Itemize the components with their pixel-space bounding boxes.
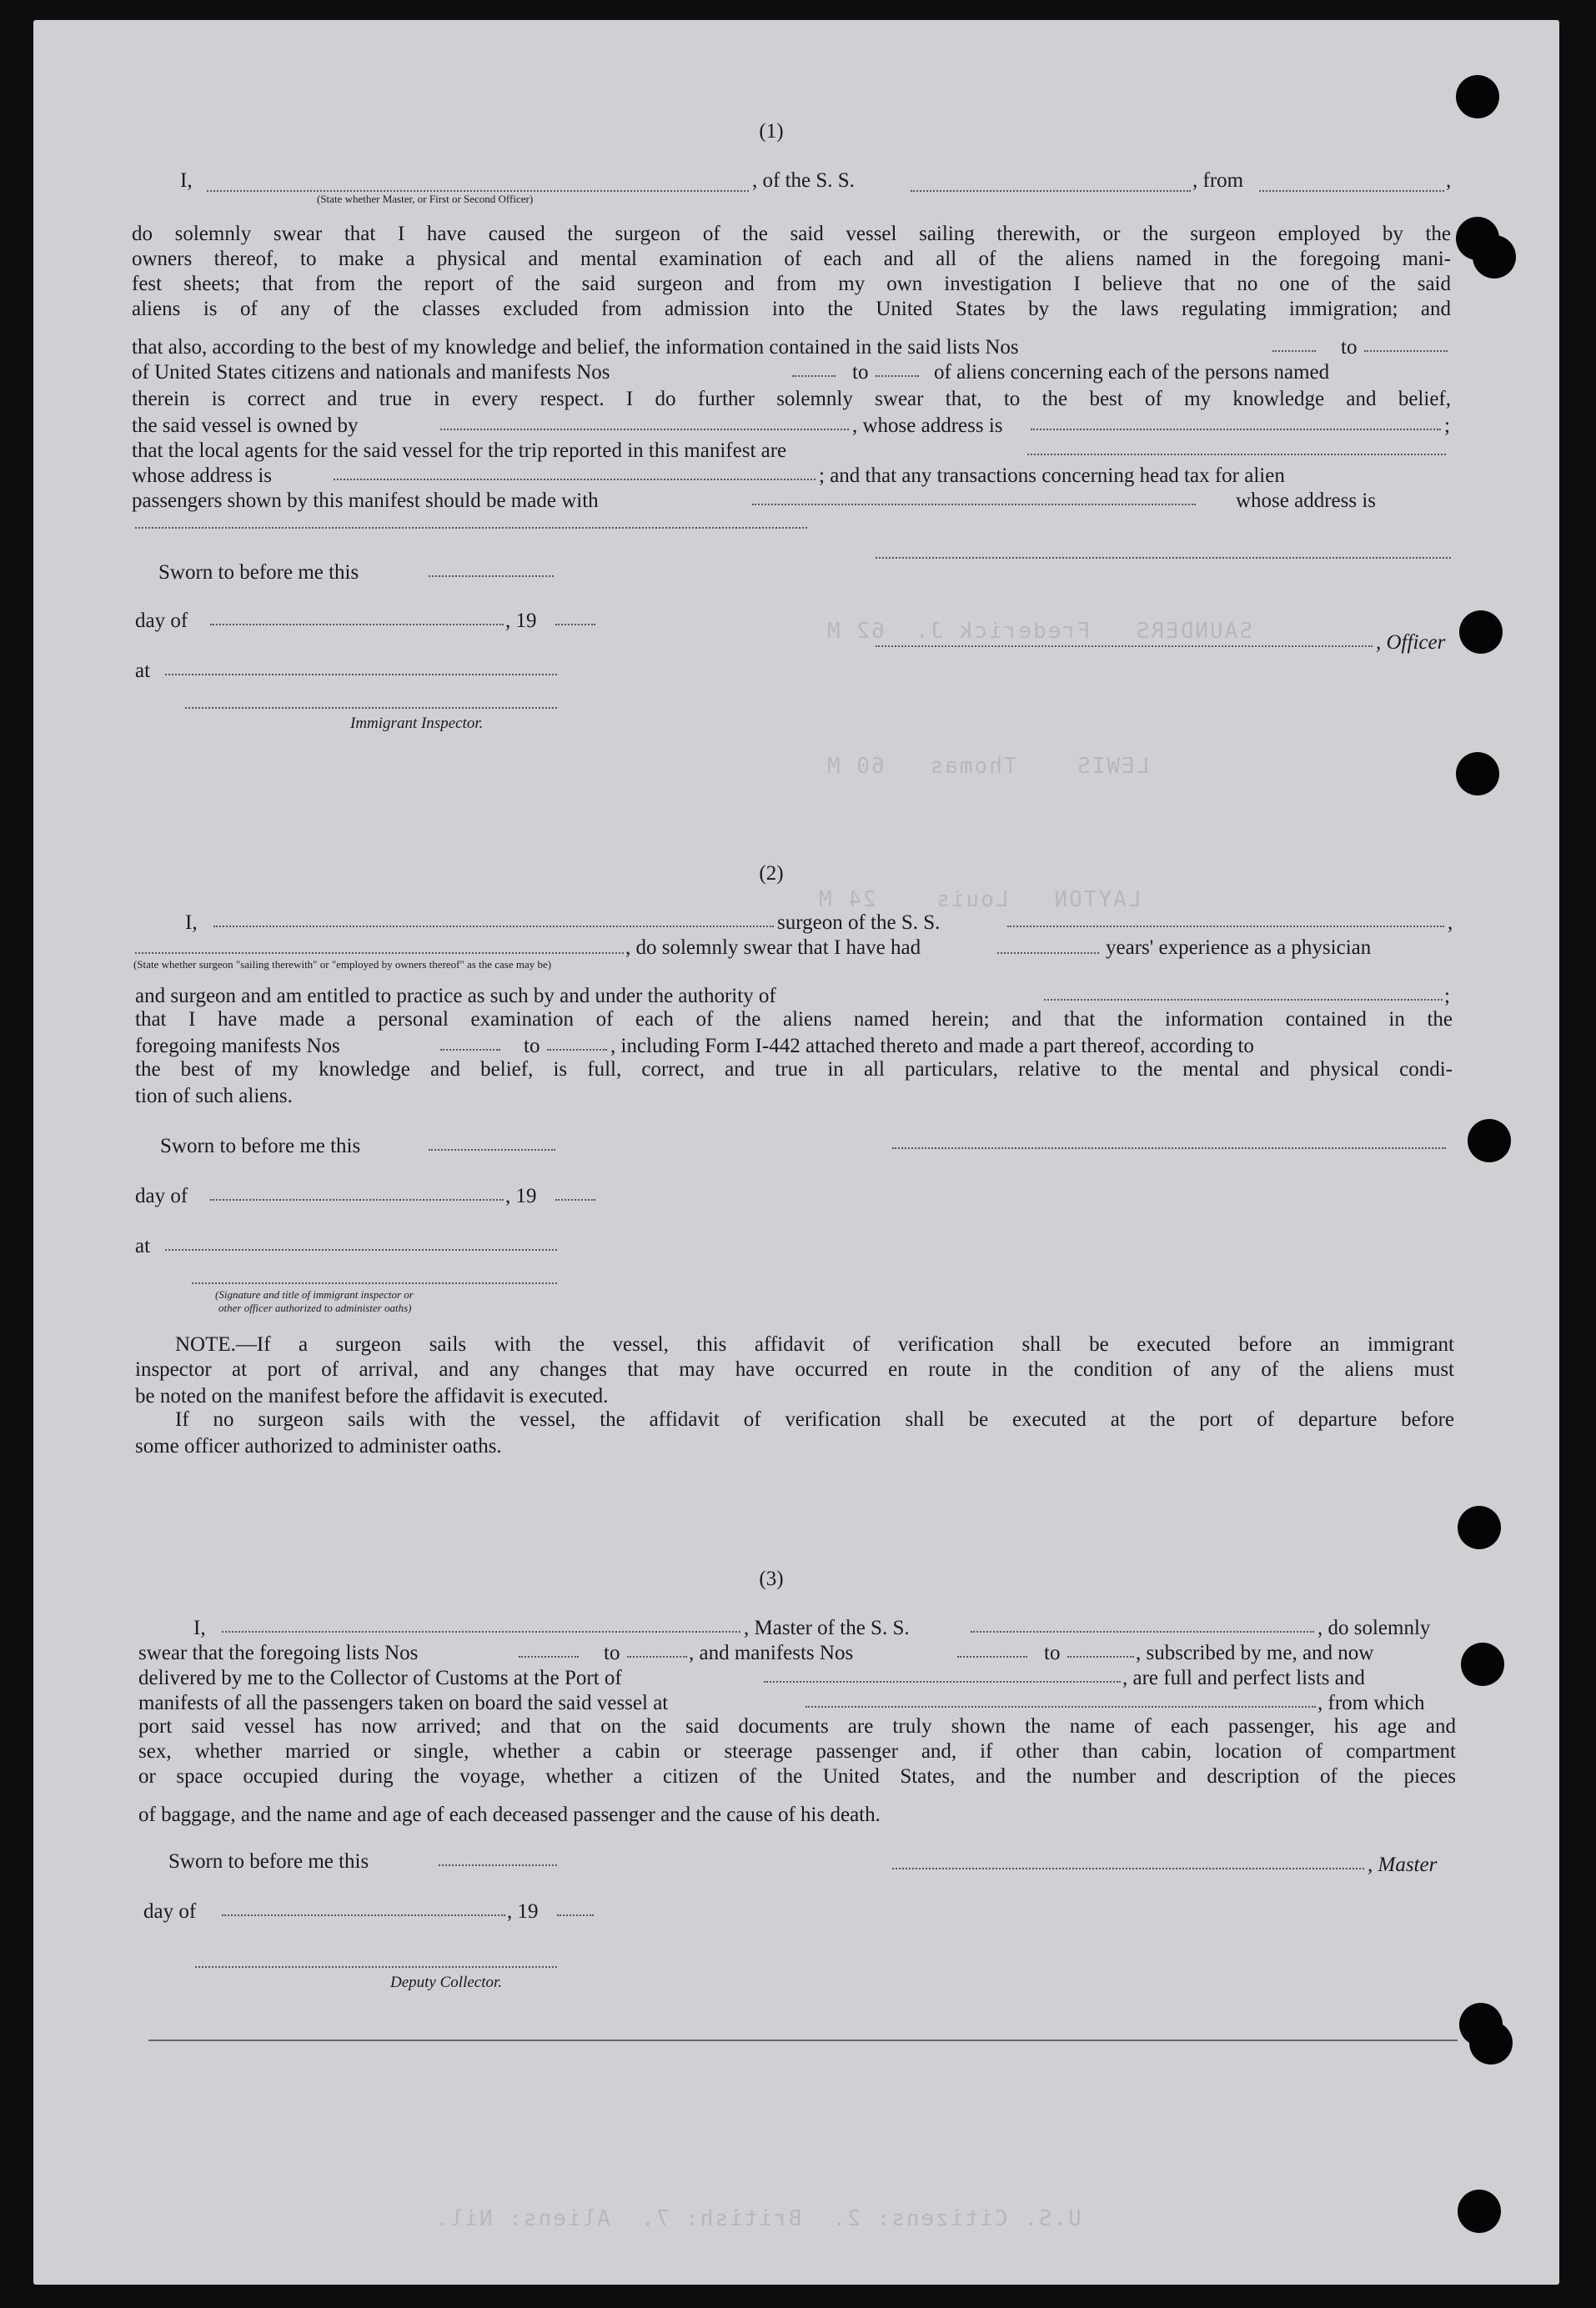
sec1-vessel-name-field[interactable] (911, 190, 1191, 192)
sec1-label-i: I, (180, 169, 193, 192)
sec1-officer-label: , Officer (1376, 631, 1446, 654)
sec2-text: to (524, 1035, 540, 1057)
punch-hole (1458, 1506, 1501, 1549)
sec2-month-field[interactable] (210, 1199, 504, 1201)
sec3-text: , do solemnly (1317, 1617, 1431, 1639)
sec3-text: , and manifests Nos (689, 1642, 854, 1664)
sec1-label-of-ss: , of the S. S. (752, 169, 855, 192)
sec1-text: ; and that any transactions concerning head tax for alien (819, 464, 1285, 487)
sec1-text: , whose address is (852, 414, 1003, 437)
punch-hole (1458, 2190, 1501, 2233)
sec2-note-surgeon: (State whether surgeon "sailing therewith" or "employed by owners thereof" as the case may be) (133, 958, 552, 971)
sec1-inspector-label: Immigrant Inspector. (350, 715, 484, 732)
bleed-through-text: LAYTON Louis 24 M (817, 887, 1142, 912)
bleed-through-text: SAUNDERS Frederick J. 62 M (826, 619, 1252, 644)
bottom-rule (148, 2040, 1458, 2041)
sec2-text: tion of such aliens. (135, 1085, 293, 1107)
sec3-manifests-from-field[interactable] (957, 1656, 1027, 1658)
sec1-lists-to-field[interactable] (1364, 350, 1448, 352)
sec1-officer-top-line[interactable] (876, 557, 1451, 559)
sec1-paragraph-line: aliens is of any of the classes excluded from admission into the United States by the laws regulating immigration; and (132, 298, 1451, 320)
sec2-paragraph-line: the best of my knowledge and belief, is full, correct, and true in all particulars, relative to the mental and physical condi- (135, 1058, 1453, 1081)
punch-hole (1459, 610, 1503, 654)
sec1-head-tax-agent-field[interactable] (752, 504, 1196, 505)
sec3-departure-port-field[interactable] (806, 1706, 1316, 1708)
sec1-paragraph-line: do solemnly swear that I have caused the surgeon of the said vessel sailing therewith, or the surgeon employed by the (132, 223, 1451, 245)
sec2-surgeon-type-field[interactable] (135, 952, 624, 954)
sec1-sworn-date-field[interactable] (429, 575, 554, 577)
sec3-year-label: , 19 (507, 1900, 539, 1923)
sec2-officer-signature-line[interactable] (192, 1282, 557, 1284)
sec2-vessel-name-field[interactable] (1007, 926, 1444, 927)
sec1-text: the said vessel is owned by (132, 414, 359, 437)
sec1-paragraph-line: fest sheets; that from the report of the said surgeon and from my own investigation I believe that no one of the said (132, 273, 1451, 295)
sec3-lists-to-field[interactable] (627, 1656, 687, 1658)
sec2-paragraph-line: that I have made a personal examination of each of the aliens named herein; and that the information contained in the (135, 1008, 1453, 1031)
sec3-sworn-label: Sworn to before me this (168, 1850, 369, 1873)
sec2-sig-caption: other officer authorized to administer oaths) (218, 1302, 412, 1314)
note-line: NOTE.—If a surgeon sails with the vessel, this affidavit of verification shall be executed before an immigrant (175, 1333, 1454, 1356)
sec1-note-master: (State whether Master, or First or Second Officer) (317, 193, 534, 205)
sec1-text: to (852, 361, 869, 384)
sec1-day-of-label: day of (135, 610, 188, 632)
sec1-lists-from-field[interactable] (1272, 350, 1316, 352)
sec1-owner-address-field[interactable] (1031, 429, 1441, 430)
document-page (33, 20, 1559, 2285)
sec1-year-field[interactable] (555, 624, 595, 625)
sec3-text: , are full and perfect lists and (1122, 1667, 1365, 1689)
sec1-text: ; (1444, 414, 1450, 437)
sec3-text: , subscribed by me, and now (1136, 1642, 1374, 1664)
sec2-text: and surgeon and am entitled to practice as such by and under the authority of (135, 985, 776, 1007)
sec3-lists-from-field[interactable] (519, 1656, 579, 1658)
sec3-label-i: I, (193, 1617, 206, 1639)
punch-hole (1456, 752, 1499, 795)
punch-hole (1456, 75, 1499, 118)
sec3-port-field[interactable] (764, 1681, 1121, 1683)
sec2-surgeon-signature-field[interactable] (892, 1147, 1446, 1149)
sec1-owner-field[interactable] (440, 429, 849, 430)
sec2-text: years' experience as a physician (1106, 936, 1372, 959)
sec3-master-name-field[interactable] (222, 1631, 740, 1633)
sec3-collector-signature-line[interactable] (195, 1966, 557, 1968)
sec2-text: , including Form I-442 attached thereto and made a part thereof, according to (610, 1035, 1254, 1057)
punch-hole (1469, 2021, 1513, 2065)
sec3-master-label: , Master (1368, 1854, 1438, 1876)
sec2-manifests-from-field[interactable] (440, 1049, 500, 1051)
sec1-text: whose address is (1236, 489, 1377, 512)
section-2-heading: (2) (759, 862, 784, 885)
sec3-manifests-to-field[interactable] (1067, 1656, 1134, 1658)
sec2-authority-field[interactable] (1044, 999, 1443, 1001)
sec1-text: whose address is (132, 464, 273, 487)
sec3-paragraph-line: or space occupied during the voyage, whether a citizen of the United States, and the number and description of the pieces (138, 1765, 1456, 1788)
sec1-at-label: at (135, 660, 151, 682)
sec2-text: , do solemnly swear that I have had (625, 936, 921, 959)
sec2-year-label: , 19 (505, 1185, 537, 1207)
sec2-text: surgeon of the S. S. (777, 911, 941, 934)
sec2-text: ; (1444, 985, 1450, 1007)
punch-hole (1473, 235, 1516, 278)
sec1-year-label: , 19 (505, 610, 537, 632)
section-1-heading: (1) (759, 120, 784, 143)
sec2-sworn-label: Sworn to before me this (160, 1135, 361, 1157)
sec2-label-i: I, (185, 911, 198, 934)
sec3-month-field[interactable] (222, 1914, 505, 1916)
sec2-year-field[interactable] (555, 1199, 595, 1201)
sec1-text: of United States citizens and nationals and manifests Nos (132, 361, 610, 384)
sec1-manifests-from-field[interactable] (792, 375, 836, 377)
sec1-local-agents-field[interactable] (1027, 454, 1446, 455)
sec1-manifests-to-field[interactable] (876, 375, 919, 377)
sec2-text: , (1448, 911, 1453, 934)
sec3-text: manifests of all the passengers taken on board the said vessel at (138, 1692, 669, 1714)
sec1-label-from: , from (1192, 169, 1244, 192)
sec1-head-tax-address-field[interactable] (135, 527, 807, 529)
note-line: If no surgeon sails with the vessel, the affidavit of verification shall be executed at the port of departure before (175, 1408, 1454, 1431)
sec1-from-port-field[interactable] (1259, 190, 1444, 192)
note-line: be noted on the manifest before the affidavit is executed. (135, 1385, 609, 1407)
sec3-text: swear that the foregoing lists Nos (138, 1642, 419, 1664)
sec1-month-field[interactable] (210, 624, 504, 625)
sec1-text: of aliens concerning each of the persons named (934, 361, 1330, 384)
sec1-officer-signature-field[interactable] (876, 645, 1373, 647)
sec2-surgeon-name-field[interactable] (213, 926, 774, 927)
punch-hole (1468, 1119, 1511, 1162)
sec2-at-place-field[interactable] (165, 1249, 557, 1251)
sec1-paragraph-line: therein is correct and true in every respect. I do further solemnly swear that, to the best of my knowledge and belief, (132, 388, 1451, 410)
bleed-through-text: U.S. Citizens: 2. British: 7. Aliens: Nil. (434, 2206, 1082, 2231)
sec1-at-place-field[interactable] (165, 674, 557, 675)
sec2-day-of-label: day of (135, 1185, 188, 1207)
sec3-text: to (604, 1642, 620, 1664)
sec3-year-field[interactable] (557, 1914, 594, 1916)
sec2-at-label: at (135, 1235, 151, 1257)
sec3-vessel-name-field[interactable] (971, 1631, 1314, 1633)
sec1-text: to (1341, 336, 1358, 359)
sec1-sworn-label: Sworn to before me this (158, 561, 359, 584)
punch-hole (1461, 1643, 1504, 1686)
sec3-paragraph-line: port said vessel has now arrived; and that on the said documents are truly shown the name of each passenger, his age and (138, 1715, 1456, 1738)
sec1-paragraph-line: owners thereof, to make a physical and mental examination of each and all of the aliens named in the foregoing mani- (132, 248, 1451, 270)
sec1-text: that also, according to the best of my knowledge and belief, the information contained in the said lists Nos (132, 336, 1019, 359)
sec3-text: delivered by me to the Collector of Customs at the Port of (138, 1667, 622, 1689)
note-line: inspector at port of arrival, and any changes that may have occurred en route in the condition of any of the aliens must (135, 1358, 1454, 1381)
sec3-master-signature-field[interactable] (892, 1868, 1364, 1869)
bleed-through-text: LEWIS Thomas 60 M (826, 754, 1150, 779)
sec3-deputy-label: Deputy Collector. (390, 1974, 503, 1991)
sec3-text: of baggage, and the name and age of each deceased passenger and the cause of his death. (138, 1804, 881, 1826)
note-line: some officer authorized to administer oaths. (135, 1435, 502, 1458)
sec1-comma: , (1446, 169, 1452, 192)
sec1-agents-address-field[interactable] (334, 479, 816, 480)
sec3-text: , Master of the S. S. (744, 1617, 910, 1639)
sec2-sig-caption: (Signature and title of immigrant inspector or (215, 1288, 414, 1301)
section-3-heading: (3) (759, 1568, 784, 1590)
sec3-paragraph-line: sex, whether married or single, whether a cabin or steerage passenger and, if other than cabin, location of compartment (138, 1740, 1456, 1763)
sec2-sworn-date-field[interactable] (429, 1149, 555, 1151)
sec3-sworn-date-field[interactable] (439, 1864, 557, 1866)
sec1-text: passengers shown by this manifest should be made with (132, 489, 599, 512)
sec2-manifests-to-field[interactable] (547, 1049, 607, 1051)
sec2-years-field[interactable] (997, 952, 1099, 954)
sec3-text: , from which (1317, 1692, 1425, 1714)
sec1-inspector-signature-line[interactable] (185, 707, 557, 709)
sec1-text: that the local agents for the said vessel for the trip reported in this manifest are (132, 439, 787, 462)
sec3-text: to (1044, 1642, 1061, 1664)
sec3-day-of-label: day of (143, 1900, 197, 1923)
sec2-text: foregoing manifests Nos (135, 1035, 340, 1057)
sec1-officer-name-field[interactable] (207, 190, 749, 192)
